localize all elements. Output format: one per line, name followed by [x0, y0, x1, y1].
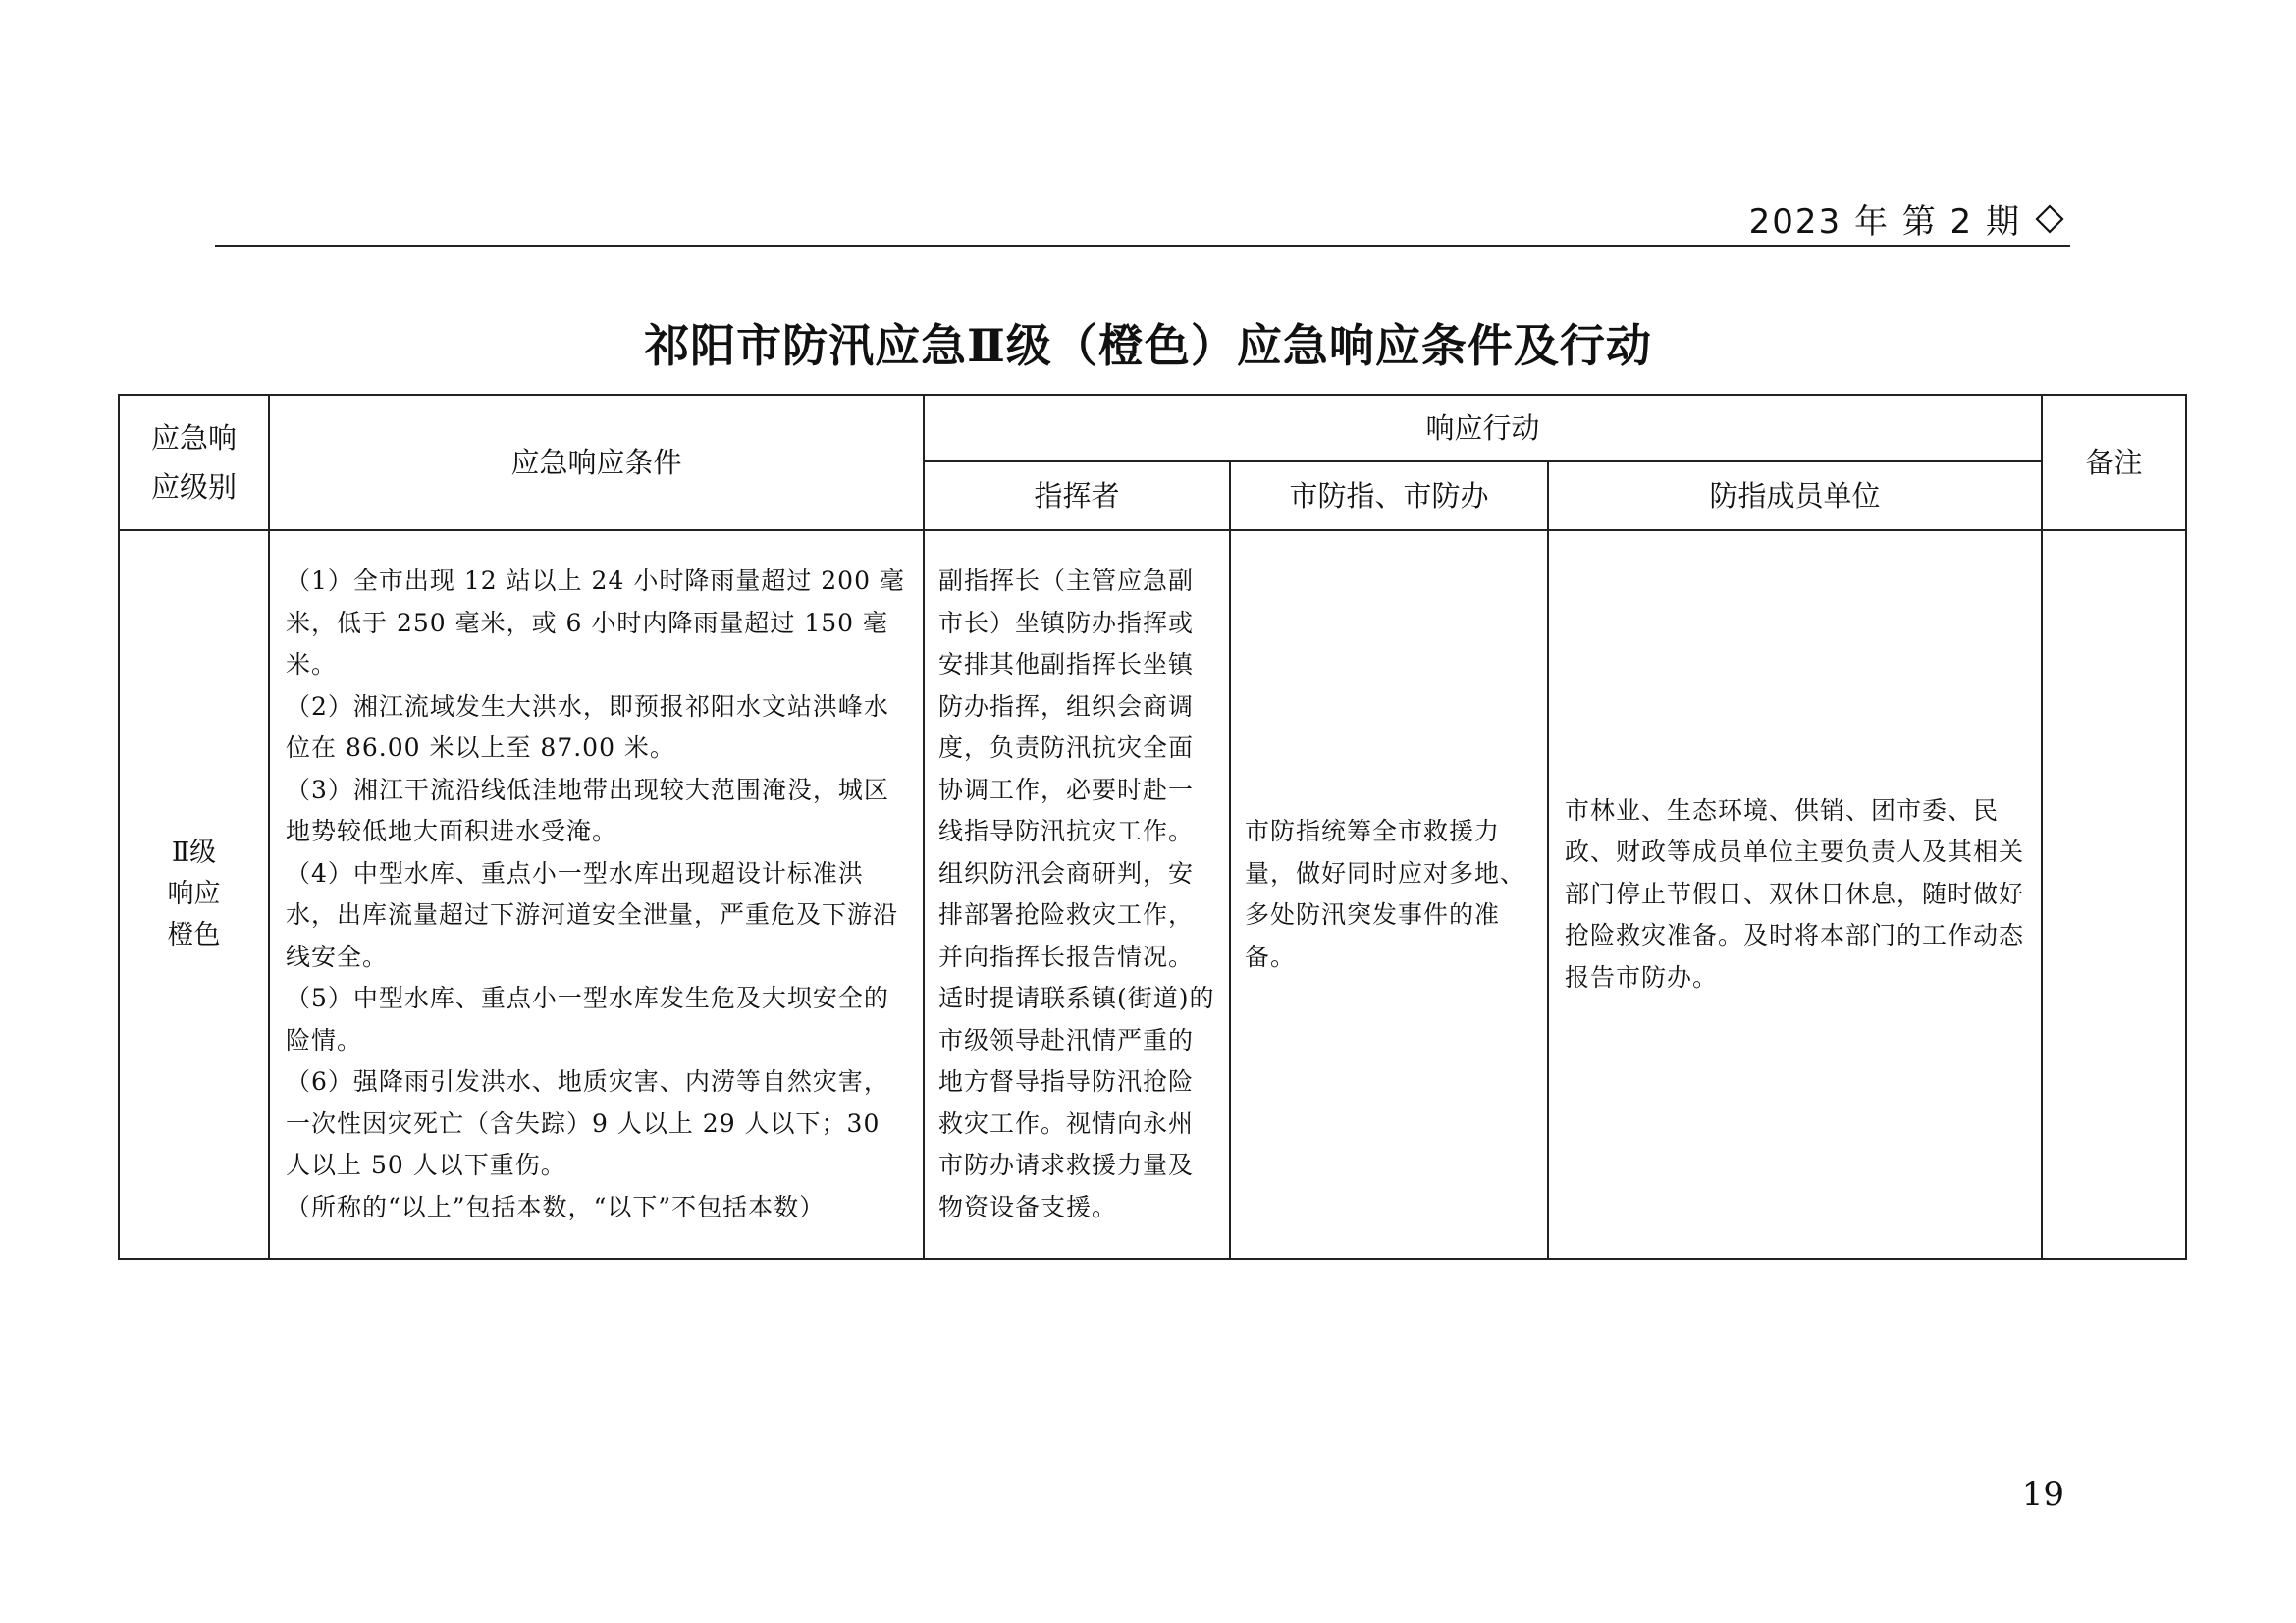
header-divider: [215, 245, 2070, 247]
table-row: [119, 530, 2186, 1259]
header-member-units: 防指成员单位: [1548, 461, 2042, 530]
header-commander: 指挥者: [924, 461, 1230, 530]
commander-cell: 副指挥长（主管应急副市长）坐镇防办指挥或安排其他副指挥长坐镇防办指挥，组织会商调度，负责防汛抗灾全面协调工作，必要时赴一线指导防汛抗灾工作。组织防汛会商研判，安排部署抢险救灾工作，并向指挥长报告情况。适时提请联系镇(街道)的市级领导赴汛情严重的地方督导指导防汛抢险救灾工作。视情向永州市防办请求救援力量及物资设备支援。: [924, 530, 1230, 1259]
header-actions: 响应行动: [924, 395, 2042, 461]
document-title: 祁阳市防汛应急Ⅱ级（橙色）应急响应条件及行动: [644, 319, 1652, 372]
remarks-cell: [2042, 530, 2186, 1259]
header-level: 应急响 应级别: [119, 395, 269, 530]
header-conditions: 应急响应条件: [269, 395, 924, 530]
member-units-cell: 市林业、生态环境、供销、团市委、民政、财政等成员单位主要负责人及其相关部门停止节假日、双休日休息，随时做好抢险救灾准备。及时将本部门的工作动态报告市防办。: [1548, 530, 2042, 1259]
header-city-office: 市防指、市防办: [1230, 461, 1548, 530]
response-table: [118, 394, 2187, 1260]
header-remarks: 备注: [2042, 395, 2186, 530]
header-row-1: [119, 395, 2186, 461]
diamond-outline-icon: [2035, 204, 2064, 234]
conditions-cell: （1）全市出现 12 站以上 24 小时降雨量超过 200 毫米，低于 250 毫米，或 6 小时内降雨量超过 150 毫米。 （2）湘江流域发生大洪水，即预报祁阳水文站洪峰水位在 86.00 米以上至 87.00 米。 （3）湘江干流沿线低洼地带出现较大范围淹没，城区地势较低地大面积进水受淹。 （4）中型水库、重点小一型水库出现超设计标准洪水，出库流量超过下游河道安全泄量，严重危及下游沿线安全。 （5）中型水库、重点小一型水库发生危及大坝安全的险情。 （6）强降雨引发洪水、地质灾害、内涝等自然灾害，一次性因灾死亡（含失踪）9 人以上 29 人以下；30 人以上 50 人以下重伤。 （所称的“以上”包括本数，“以下”不包括本数）: [269, 530, 924, 1259]
issue-header: [1749, 194, 2064, 243]
page-number: 19: [2021, 1475, 2064, 1514]
level-cell: Ⅱ级 响应 橙色: [119, 530, 269, 1259]
city-office-cell: 市防指统筹全市救援力量，做好同时应对多地、多处防汛突发事件的准备。: [1230, 530, 1548, 1259]
issue-label: 2023 年 第 2 期: [1748, 202, 2021, 242]
